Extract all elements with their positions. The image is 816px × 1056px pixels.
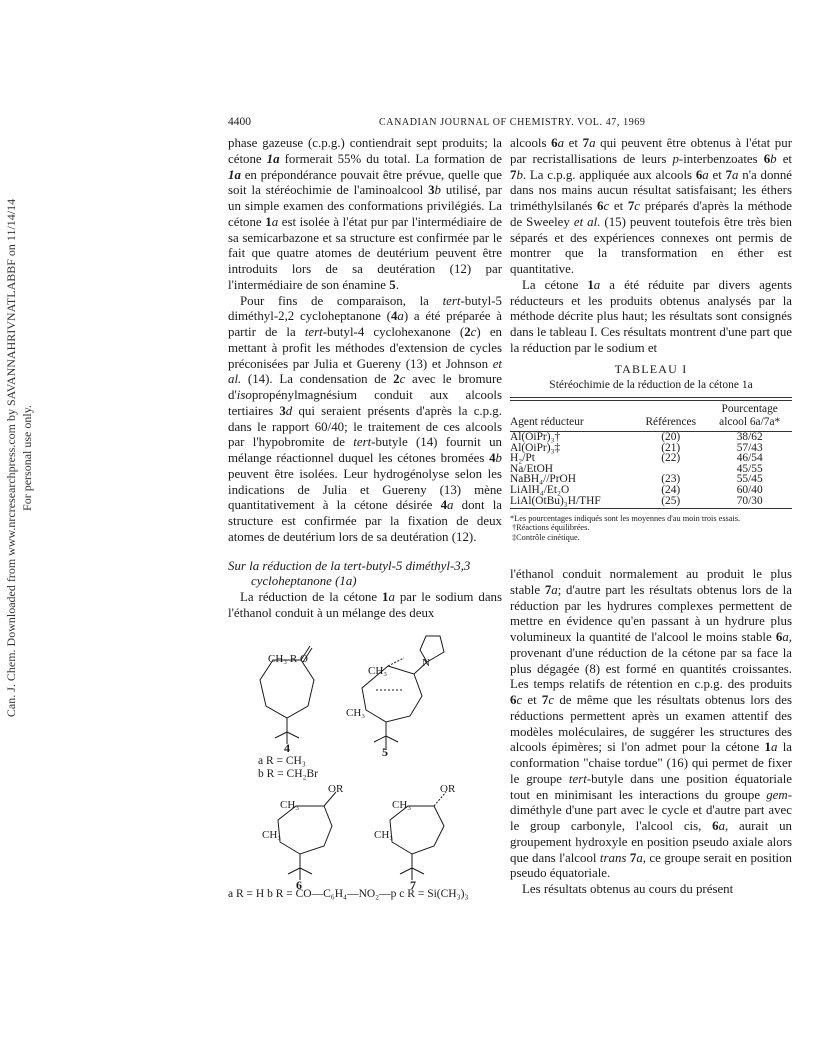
compound-6-number: 6 — [296, 878, 302, 892]
compound-5-methyl-top-label: CH₃ — [368, 665, 388, 677]
reduction-table — [510, 401, 792, 506]
header-percentage-line-2: alcool 6a/7a* — [719, 415, 781, 428]
right-paragraph-1: alcools 6a et 7a qui peuvent être obtenus à l'état pur par recristallisations de leurs p-interbenzoates 6b et 7b. La c.p.g. appliquée aux alcools 6a et 7a n'a donné dans nos mains aucun résultat satisfaisant; les éthers triméthylsilanés 6c et 7c préparés d'après la méthode de Sweeley et al. (15) peuvent toutefois être très bien séparés et des expériences connexes ont permis de montrer que la transformation en éther est quantitative. — [510, 136, 793, 276]
compound-4b-legend: b R = CH₂Br — [258, 767, 319, 780]
header-percentage — [707, 401, 792, 431]
compound-7-methyl-bottom-label: CH₃ — [374, 829, 394, 841]
table-footnotes — [510, 514, 792, 542]
running-head — [0, 0, 816, 140]
cell-agent: NaBH₄//PrOH — [510, 473, 576, 486]
compound-4a-legend: a R = CH₃ — [258, 755, 306, 767]
table-caption — [510, 379, 792, 391]
table-1 — [510, 362, 792, 542]
section-heading — [228, 559, 502, 591]
cell-reference: (24) — [661, 483, 681, 496]
table-footnote-2: †Réactions équilibrées. — [512, 523, 590, 533]
cell-agent: LiAl(OtBu)₃H/THF — [510, 494, 601, 507]
margin-personal-use-note: For personal use only. — [20, 405, 34, 511]
right-paragraph-4: Les résultats obtenus au cours du présent — [522, 882, 734, 896]
right-paragraph-3: l'éthanol conduit normalement au produit le plus stable 7a; d'autre part les résultats obtenus lors de la réduction par les hydrures complexes permettent de mettre en évidence qu'en passant à un hydrure plus volumineux la quantité de l'alcool le moins stable 6a, provenant d'une réduction de la cétone par sa face la plus dégagée (8) est formé en quantités croissantes. Les temps relatifs de rétention en c.p.g. des produits 6c et 7c de même que les résultats obtenus lors des réductions permettent après un examen attentif des modèles moléculaires, de suggérer les structures des alcools épimères; si l'on admet pour la cétone 1a la conformation "chaise tordue" (16) qui permet de fixer le groupe tert-butyle dans une position équatoriale tout en minimisant les interactions du groupe gem-diméthyle d'une part avec le cycle et d'autre part avec le group carbonyle, l'alcool cis, 6a, aurait un groupement hydroxyle en position pseudo axiale alors que dans l'alcool trans 7a, ce groupe serait en position pseudo équatoriale. — [510, 567, 793, 881]
cell-percentage: 60/40 — [736, 483, 763, 496]
header-percentage-line-1: Pourcentage — [721, 403, 778, 415]
cell-percentage: 70/30 — [736, 494, 763, 507]
compound-5-structure — [362, 636, 444, 748]
header-references: Références — [645, 415, 697, 428]
compound-6-methyl-top-label: CH₃ — [280, 799, 300, 811]
table-bottom-rule — [510, 508, 792, 509]
table-footnote-1: *Les pourcentages indiqués sont les moyennes d'au moin trois essais. — [510, 514, 741, 524]
cell-reference: (20) — [661, 431, 681, 443]
section-heading-line-1: Sur la réduction de la tert-butyl-5 diméthyl-3,3 — [228, 558, 471, 573]
cell-agent: Al(OiPr)₃† — [510, 431, 561, 443]
section-heading-line-2: cycloheptanone (1a) — [251, 574, 357, 589]
left-column — [228, 136, 502, 622]
cell-percentage: 55/45 — [736, 473, 763, 486]
compound-4-legend — [258, 755, 318, 780]
cell-agent: Al(OiPr)₃‡ — [510, 441, 561, 454]
cell-agent: LiAlH₄/Et₂O — [510, 483, 570, 496]
compound-7-methyl-top-label: CH₃ — [392, 799, 412, 811]
page-number: 4400 — [228, 116, 251, 128]
compounds-6-7-legend: a R = H b R = CO—C₆H₄—NO₂—p c R = Si(CH₃)₃ — [228, 888, 469, 900]
compound-4-substituent-label: CH₃ R O — [268, 653, 308, 665]
cell-agent: Na/EtOH — [510, 462, 554, 475]
left-paragraph-3: La réduction de la cétone 1a par le sodium dans l'éthanol conduit à un mélange des deux — [228, 590, 502, 620]
left-paragraph-2: Pour fins de comparaison, la tert-butyl-5 diméthyl-2,2 cycloheptanone (4a) a été préparée à partir de la tert-butyl-4 cyclohexanone (2c) en mettant à profit les méthodes d'extension de cycles préconisées par Julia et Guereny (13) et Johnson et al. (14). La condensation de 2c avec le bromure d'isopropénylmagnésium conduit aux alcools tertiaires 3d qui seraient présents d'après la c.p.g. dans le rapport 60/40; le traitement de ces alcools par l'hypobromite de tert-butyle (14) fournit un mélange réactionnel duquel les cétones bromées 4b peuvent être isolées. Leur hydrogénolyse selon les indications de Julia et Guereny (13) mène quantitativement à la cétone désirée 4a dont la structure est confirmée par la fixation de deux atomes de deutérium lors de sa deutération (12). — [228, 293, 502, 544]
table-row — [510, 496, 792, 507]
cell-agent: H₂/Pt — [510, 452, 535, 465]
compound-7-number: 7 — [410, 878, 416, 892]
compound-6-or-label: OR — [328, 783, 344, 795]
cell-percentage: 38/62 — [736, 431, 763, 443]
cell-percentage: 46/54 — [736, 452, 763, 465]
left-paragraph-1: phase gazeuse (c.p.g.) contiendrait sept produits; la cétone 1a formerait 55% du total. La formation de 1a en prépondérance pouvait être prévue, quelle que soit la stéréochimie de l'aminoalcool 3b utilisé, par un simple examen des conformations privilégiés. La cétone 1a est isolée à l'état pur par l'intermédiaire de sa semicarbazone et sa structure est confirmée par le fait que quatre atomes de deutérium peuvent être introduits lors de sa deutération (12) par l'intermédiaire de son énamine 5. — [228, 136, 503, 292]
cell-reference: (25) — [661, 494, 681, 507]
right-column-top — [510, 136, 792, 357]
right-paragraph-2: La cétone 1a a été réduite par divers agents réducteurs et les produits obtenus analysés par la méthode décrite plus haut; les résultats sont consignés dans le tableau I. Ces résultats montrent d'une part que la réduction par le sodium et — [510, 277, 792, 355]
table-row — [510, 485, 792, 496]
compound-5-nitrogen-label: N — [422, 657, 430, 669]
table-caption-text: Stéréochimie de la réduction de la cétone 1a — [549, 379, 753, 391]
margin-download-note: Can. J. Chem. Downloaded from www.nrcresearchpress.com by SAVANNAHRIVNATLABBF on 11/14/14 — [4, 198, 18, 718]
compound-5-number: 5 — [382, 745, 388, 759]
right-column-bottom — [510, 567, 792, 898]
compound-5-methyl-bottom-label: CH₃ — [346, 707, 366, 719]
journal-title: CANADIAN JOURNAL OF CHEMISTRY. VOL. 47, 1969 — [379, 117, 646, 128]
table-body — [510, 432, 792, 506]
cell-reference: (23) — [661, 473, 681, 486]
table-title: TABLEAU I — [614, 362, 688, 376]
cell-reference: (22) — [661, 452, 681, 465]
compound-7-or-label: OR — [440, 783, 456, 795]
table-footnote-3: ‡Contrôle cinétique. — [512, 532, 580, 542]
header-agent: Agent réducteur — [510, 415, 584, 428]
table-row — [510, 432, 792, 443]
compound-4-number: 4 — [284, 741, 290, 755]
cell-percentage: 45/55 — [736, 462, 763, 475]
cell-percentage: 57/43 — [736, 441, 763, 454]
table-header-row — [510, 401, 792, 431]
compound-6-methyl-bottom-label: CH₃ — [262, 829, 282, 841]
cell-reference: (21) — [661, 441, 681, 454]
